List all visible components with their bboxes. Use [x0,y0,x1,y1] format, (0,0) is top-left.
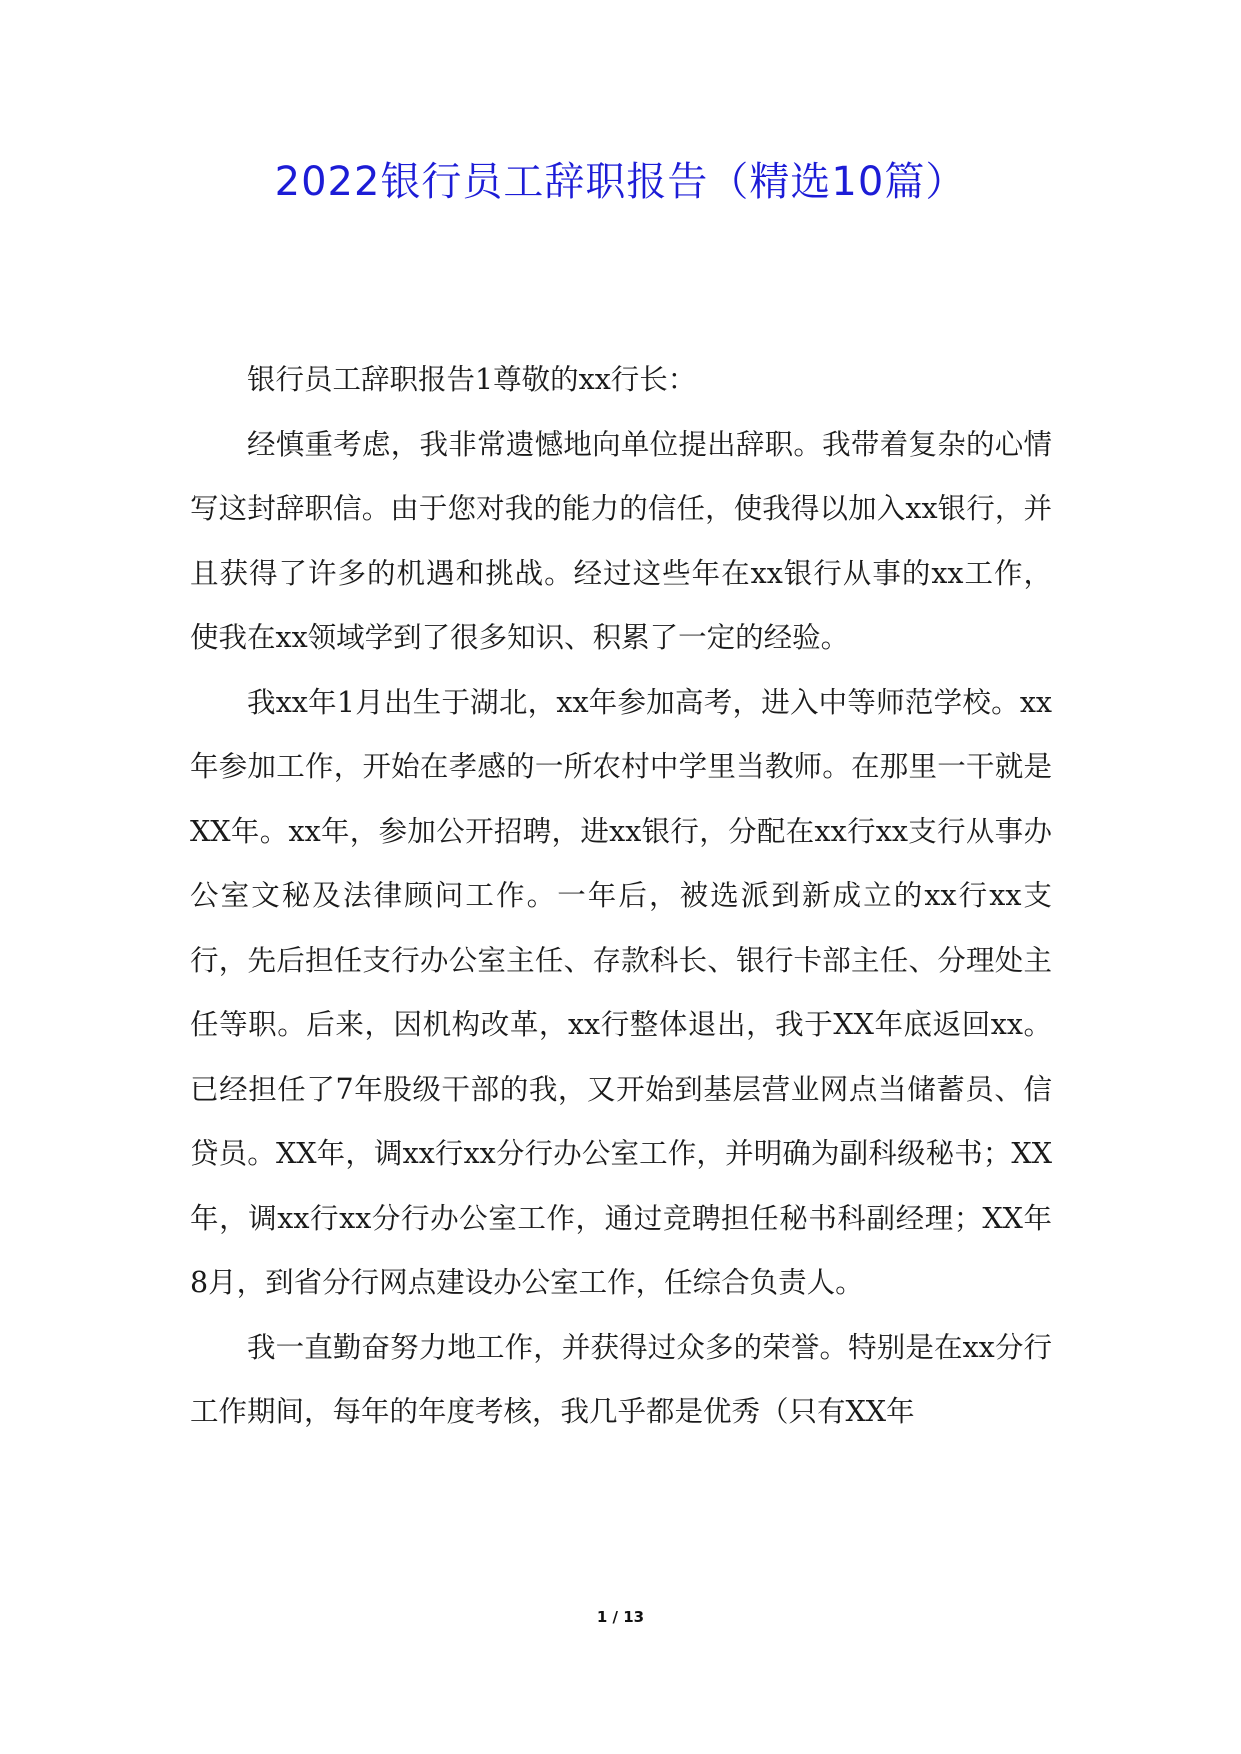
document-title: 2022银行员工辞职报告（精选10篇） [274,159,967,205]
paragraph-intro: 经慎重考虑，我非常遗憾地向单位提出辞职。我带着复杂的心情写这封辞职信。由于您对我的能力的信任，使我得以加入xx银行，并且获得了许多的机遇和挑战。经过这些年在xx银行从事的xx工作，使我在xx领域学到了很多知识、积累了一定的经验。 [190,427,1052,654]
document-body [190,348,1052,1445]
page-number: 1 / 13 [596,1608,645,1626]
paragraph-achievements: 我一直勤奋努力地工作，并获得过众多的荣誉。特别是在xx分行工作期间，每年的年度考核，我几乎都是优秀（只有XX年 [190,1330,1052,1428]
paragraph-salutation: 银行员工辞职报告1尊敬的xx行长： [247,363,697,396]
paragraph-career-history: 我xx年1月出生于湖北，xx年参加高考，进入中等师范学校。xx年参加工作，开始在孝感的一所农村中学里当教师。在那里一干就是XX年。xx年，参加公开招聘，进xx银行，分配在xx行xx支行从事办公室文秘及法律顾问工作。一年后，被选派到新成立的xx行xx支行，先后担任支行办公室主任、存款科长、银行卡部主任、分理处主任等职。后来，因机构改革，xx行整体退出，我于XX年底返回xx。已经担任了7年股级干部的我，又开始到基层营业网点当储蓄员、信贷员。XX年，调xx行xx分行办公室工作，并明确为副科级秘书；XX年，调xx行xx分行办公室工作，通过竞聘担任秘书科副经理；XX年8月，到省分行网点建设办公室工作，任综合负责人。 [190,685,1052,1299]
